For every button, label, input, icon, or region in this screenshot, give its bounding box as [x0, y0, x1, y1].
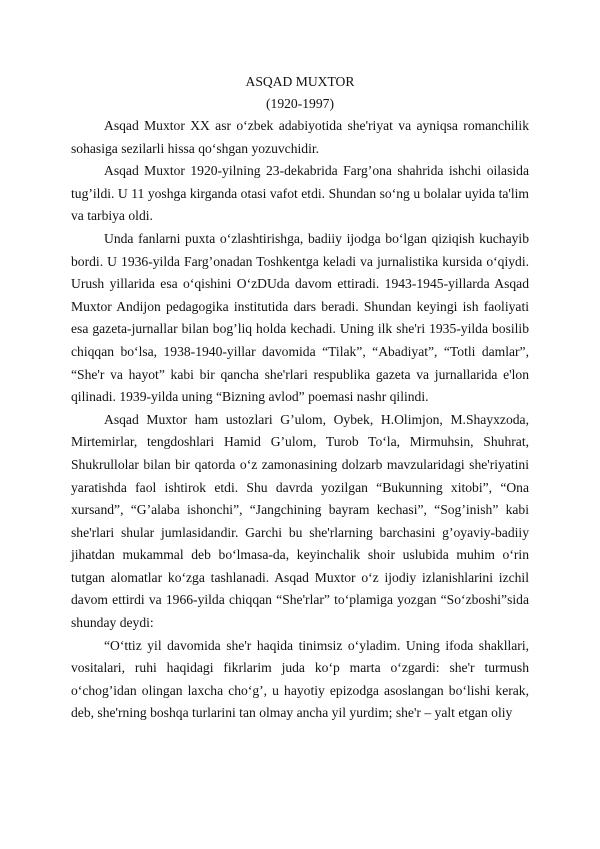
paragraph-contemporaries: Asqad Muxtor ham ustozlari G’ulom, Oybek, H.Olimjon, M.Shayxzoda, Mirtemirlar, tengdoshlari Hamid G’ulom, Turob To‘la, Mirmuhsin, Shuhrat, Shukrullolar bilan bir qatorda o‘z zamonasining dolzarb mavzularidagi she'riyatini yaratishda faol ishtirok etdi. Shu davrda yozilgan “Bukunning xitobi”, “Ona xursand”, “G’alaba ishonchi”, “Jangchining bayram kechasi”, “Sog’inish” kabi she'rlari shular jumlasidandir. Garchi bu she'rlarning barchasini g’oyaviy-badiiy jihatdan mukammal deb bo‘lmasa-da, keyinchalik shoir uslubida muhim o‘rin tutgan alomatlar ko‘zga tashlanadi. Asqad Muxtor o‘z ijodiy izlanishlarini izchil davom ettirdi va 1966-yilda chiqqan “She'rlar” to‘plamiga yozgan “So‘zboshi”sida shunday deydi: — [71, 411, 529, 631]
paragraph-quote: “O‘ttiz yil davomida she'r haqida tinimsiz o‘yladim. Uning ifoda shakllari, vositalari, ruhi haqidagi fikrlarim juda ko‘p marta o‘zgardi: she'r turmush o‘chog’idan olingan laxcha cho‘g’, u hayotiy epizodga asoslangan bo‘lishi kerak, deb, she'rning boshqa turlarini tan olmay ancha yil yurdim; she'r – yalt etgan oliy — [71, 637, 529, 721]
paragraph-intro: Asqad Muxtor XX asr o‘zbek adabiyotida she'riyat va ayniqsa romanchilik sohasiga sezilarli hissa qo‘shgan yozuvchidir. — [71, 118, 529, 156]
document-years: (1920-1997) — [266, 96, 334, 111]
document-title: ASQAD MUXTOR — [245, 74, 355, 89]
paragraph-education: Unda fanlarni puxta o‘zlashtirishga, badiiy ijodga bo‘lgan qiziqish kuchayib bordi. U 1936-yilda Farg’onadan Toshkentga keladi va jurnalistika kursida o‘qiydi. Urush yillarida esa o‘qishini O‘zDUda davom ettiradi. 1943-1945-yillarda Asqad Muxtor Andijon pedagogika institutida dars beradi. Shundan keyingi ish faoliyati esa gazeta-jurnallar bilan bog’liq holda kechadi. Uning ilk she'ri 1935-yilda bosilib chiqqan bo‘lsa, 1938-1940-yillar davomida “Tilak”, “Abadiyat”, “Totli damlar”, “She'r va hayot” kabi bir qancha she'rlari respublika gazeta va jurnallarida e'lon qilinadi. 1939-yilda uning “Bizning avlod” poemasi nashr qilindi. — [71, 230, 529, 405]
paragraph-birth: Asqad Muxtor 1920-yilning 23-dekabrida Farg’ona shahrida ishchi oilasida tug’ildi. U 11 yoshga kirganda otasi vafot etdi. Shundan so‘ng u bolalar uyida ta'lim va tarbiya oldi. — [71, 163, 529, 224]
